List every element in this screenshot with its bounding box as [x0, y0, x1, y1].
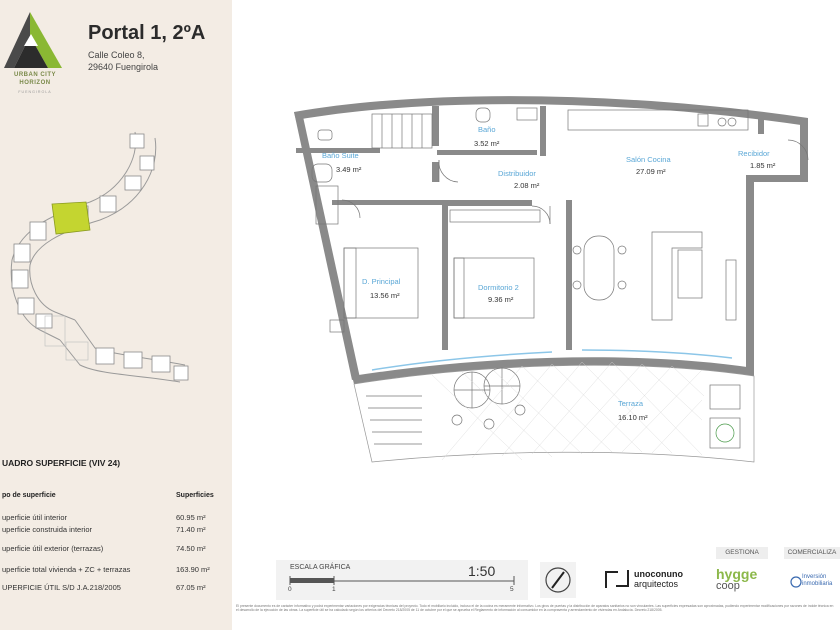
- room-area: 3.49 m²: [336, 165, 362, 174]
- compass: [540, 562, 576, 598]
- north-arrow-icon: [540, 562, 576, 598]
- architect-logo: [604, 568, 704, 592]
- site-key-plan: [0, 120, 232, 420]
- room-name: Baño Suite: [322, 151, 359, 160]
- room-name: D. Principal: [362, 277, 401, 286]
- logo-mark-icon: [0, 6, 70, 76]
- logo-line1: URBAN CITY: [14, 72, 56, 78]
- surface-row-label: uperficie total vivienda + ZC + terrazas: [2, 565, 131, 574]
- scale-ratio: 1:50: [468, 563, 496, 579]
- surface-row-label: uperficie construida interior: [2, 525, 93, 534]
- brand-logo: [0, 6, 70, 96]
- comercializa-label: COMERCIALIZA: [784, 547, 840, 559]
- surface-row-value: 74.50 m²: [176, 544, 206, 553]
- room-name: Terraza: [618, 399, 644, 408]
- floor-plan: [232, 0, 840, 480]
- surface-row-label: UPERFICIE ÚTIL S/D J.A.218/2005: [2, 583, 121, 592]
- room-area: 9.36 m²: [488, 295, 514, 304]
- room-area: 13.56 m²: [370, 291, 400, 300]
- scale-tick: 1: [332, 586, 336, 593]
- coop-logo-text: coop: [716, 580, 740, 592]
- room-name: Salón Cocina: [626, 155, 671, 164]
- surface-row-value: 71.40 m²: [176, 525, 206, 534]
- room-name: Dormitorio 2: [478, 283, 519, 292]
- scale-tick: 0: [288, 586, 292, 593]
- architect-mark-icon: [604, 568, 630, 590]
- surface-row-value: 163.90 m²: [176, 565, 210, 574]
- room-name: Distribuidor: [498, 169, 536, 178]
- inversion-logo-text: Inversión inmobiliaria: [802, 574, 833, 587]
- scale-ruler: [288, 576, 518, 586]
- address-line2: 29640 Fuengirola: [88, 62, 159, 72]
- legal-disclaimer: El presente documento es de carácter informativo y podrá experimentar variaciones por exigencias técnicas del proyecto. Todo el mobiliario incluido, incluso el de la cocina es meramente informativo. Los giros de puertas y la distribución de aparatos sanitarios no son vinculantes. Las superficies expresadas son aproximadas, pudiendo experimentar modificaciones por razones de índole técnica en el desarrollo de la ejecución de las obras. La superficie útil se ha calculado según los criterios del Decreto 218/2005 de 11 de octubre por el que se aprueba el Reglamento de información al consumidor en la compraventa y arrendamiento de viviendas en Andalucía. Decreto 218/2005.: [236, 604, 834, 613]
- surface-row-value: 60.95 m²: [176, 513, 206, 522]
- page-title: Portal 1, 2ºA: [88, 22, 206, 44]
- room-area: 16.10 m²: [618, 413, 648, 422]
- architect-suffix: arquitectos: [634, 579, 679, 589]
- room-area: 2.08 m²: [514, 181, 540, 190]
- inversion-logo: [790, 570, 840, 594]
- room-area: 27.09 m²: [636, 167, 666, 176]
- logo-line2: HORIZON: [19, 80, 51, 86]
- surface-table-title: UADRO SUPERFICIE (VIV 24): [2, 458, 121, 468]
- info-sidebar: [0, 0, 232, 630]
- scale-tick: 5: [510, 586, 514, 593]
- inversion-mark-icon: [790, 576, 802, 588]
- highlighted-unit: [52, 202, 90, 234]
- address-line1: Calle Coleo 8,: [88, 50, 145, 60]
- surface-table-col-type: po de superficie: [2, 492, 56, 499]
- room-area: 1.85 m²: [750, 161, 776, 170]
- scale-bar: [276, 560, 528, 600]
- surface-row-label: uperficie útil exterior (terrazas): [2, 544, 104, 553]
- room-name: Recibidor: [738, 149, 770, 158]
- architect-name: unoconuno: [634, 569, 683, 579]
- surface-row-value: 67.05 m²: [176, 583, 206, 592]
- room-name: Baño: [478, 125, 496, 134]
- hygge-logo-text: hygge: [716, 566, 758, 582]
- room-area: 3.52 m²: [474, 139, 500, 148]
- scale-label: ESCALA GRÁFICA: [290, 564, 351, 571]
- surface-row-label: uperficie útil interior: [2, 513, 68, 522]
- gestiona-label: GESTIONA: [716, 547, 768, 559]
- logo-sub: FUENGIROLA: [18, 90, 52, 94]
- surface-table-col-value: Superficies: [176, 492, 214, 499]
